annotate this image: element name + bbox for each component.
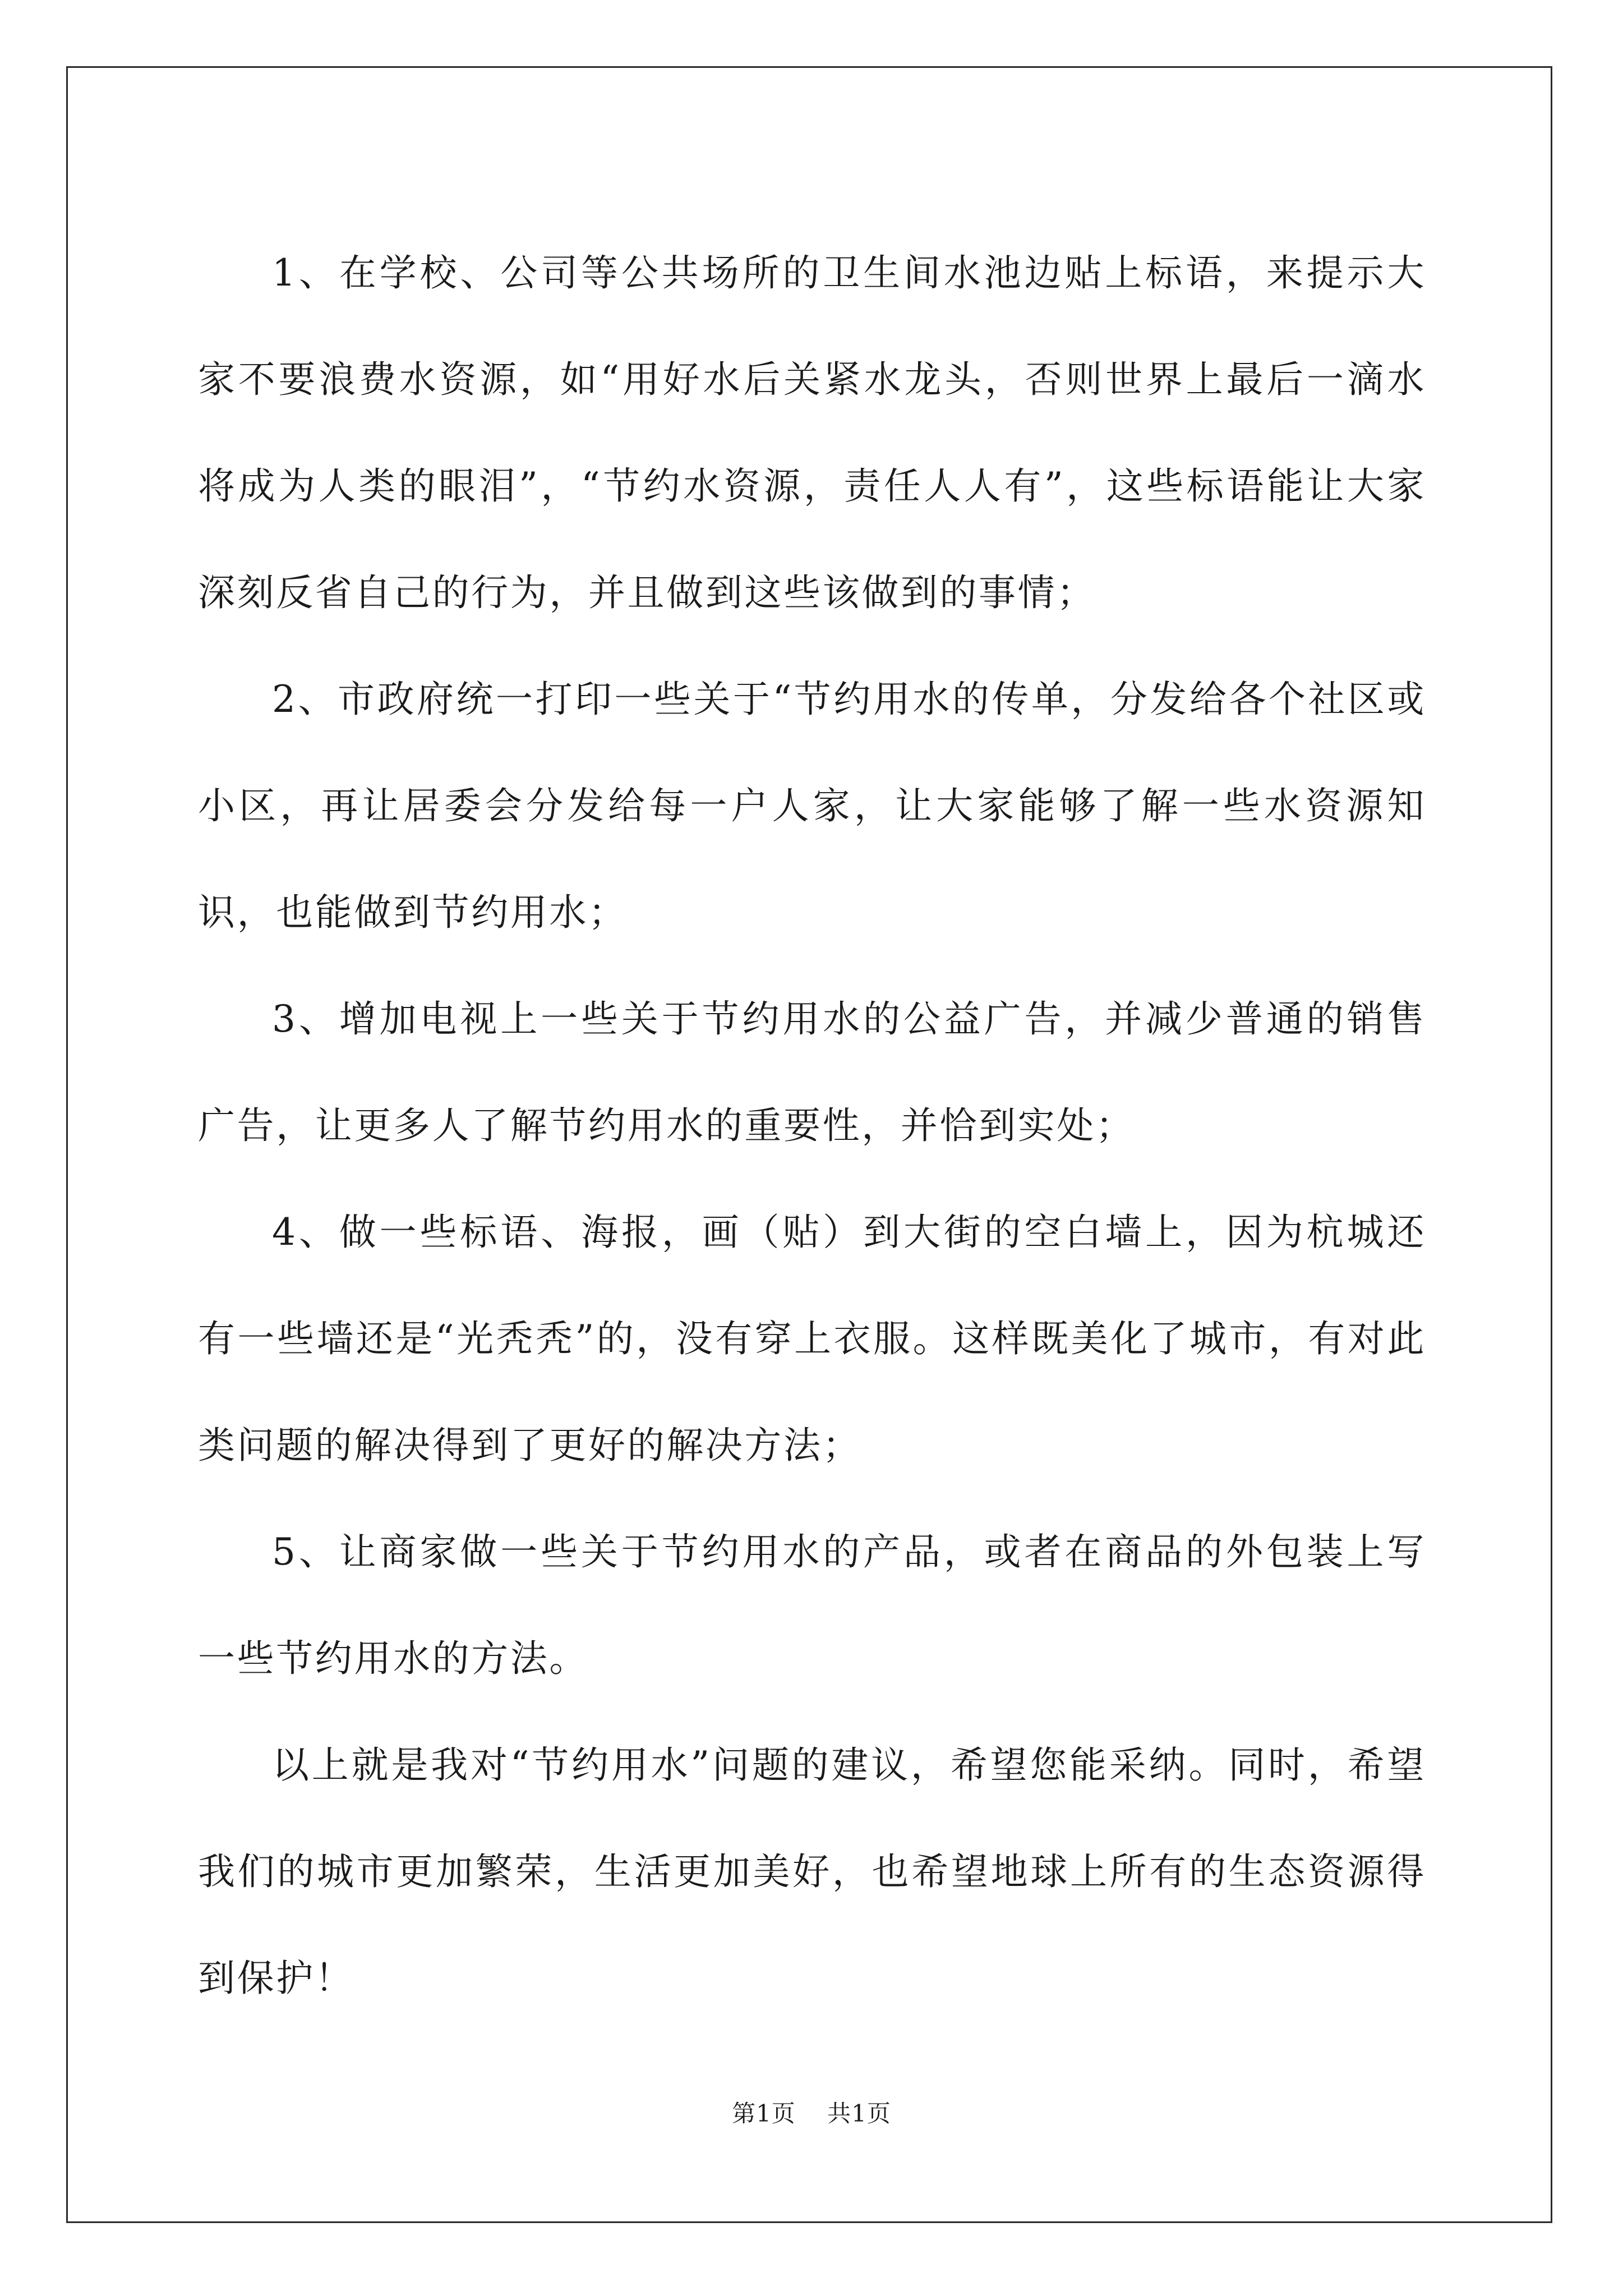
page-footer xyxy=(0,2095,1623,2129)
paragraph-5: 5、让商家做一些关于节约用水的产品，或者在商品的外包装上写一些节约用水的方法。 xyxy=(198,1530,1426,1680)
paragraph-2: 2、市政府统一打印一些关于“节约用水的传单，分发给各个社区或小区，再让居委会分发给每一户人家，让大家能够了解一些水资源知识，也能做到节约用水； xyxy=(198,678,1426,934)
paragraph-3: 3、增加电视上一些关于节约用水的公益广告，并减少普通的销售广告，让更多人了解节约用水的重要性，并恰到实处； xyxy=(198,997,1426,1147)
page-number-current: 第1页 xyxy=(732,2100,796,2127)
paragraph-conclusion: 以上就是我对“节约用水”问题的建议，希望您能采纳。同时，希望我们的城市更加繁荣，生活更加美好，也希望地球上所有的生态资源得到保护！ xyxy=(198,1743,1426,2000)
paragraph-1: 1、在学校、公司等公共场所的卫生间水池边贴上标语，来提示大家不要浪费水资源，如“用好水后关紧水龙头，否则世界上最后一滴水将成为人类的眼泪”，“节约水资源，责任人人有”，这些标语能让大家深刻反省自己的行为，并且做到这些该做到的事情； xyxy=(198,251,1426,614)
page-number-total: 共1页 xyxy=(827,2100,891,2127)
document-body xyxy=(198,220,1426,2032)
paragraph-4: 4、做一些标语、海报，画（贴）到大街的空白墙上，因为杭城还有一些墙还是“光秃秃”的，没有穿上衣服。这样既美化了城市，有对此类问题的解决得到了更好的解决方法； xyxy=(198,1211,1426,1467)
